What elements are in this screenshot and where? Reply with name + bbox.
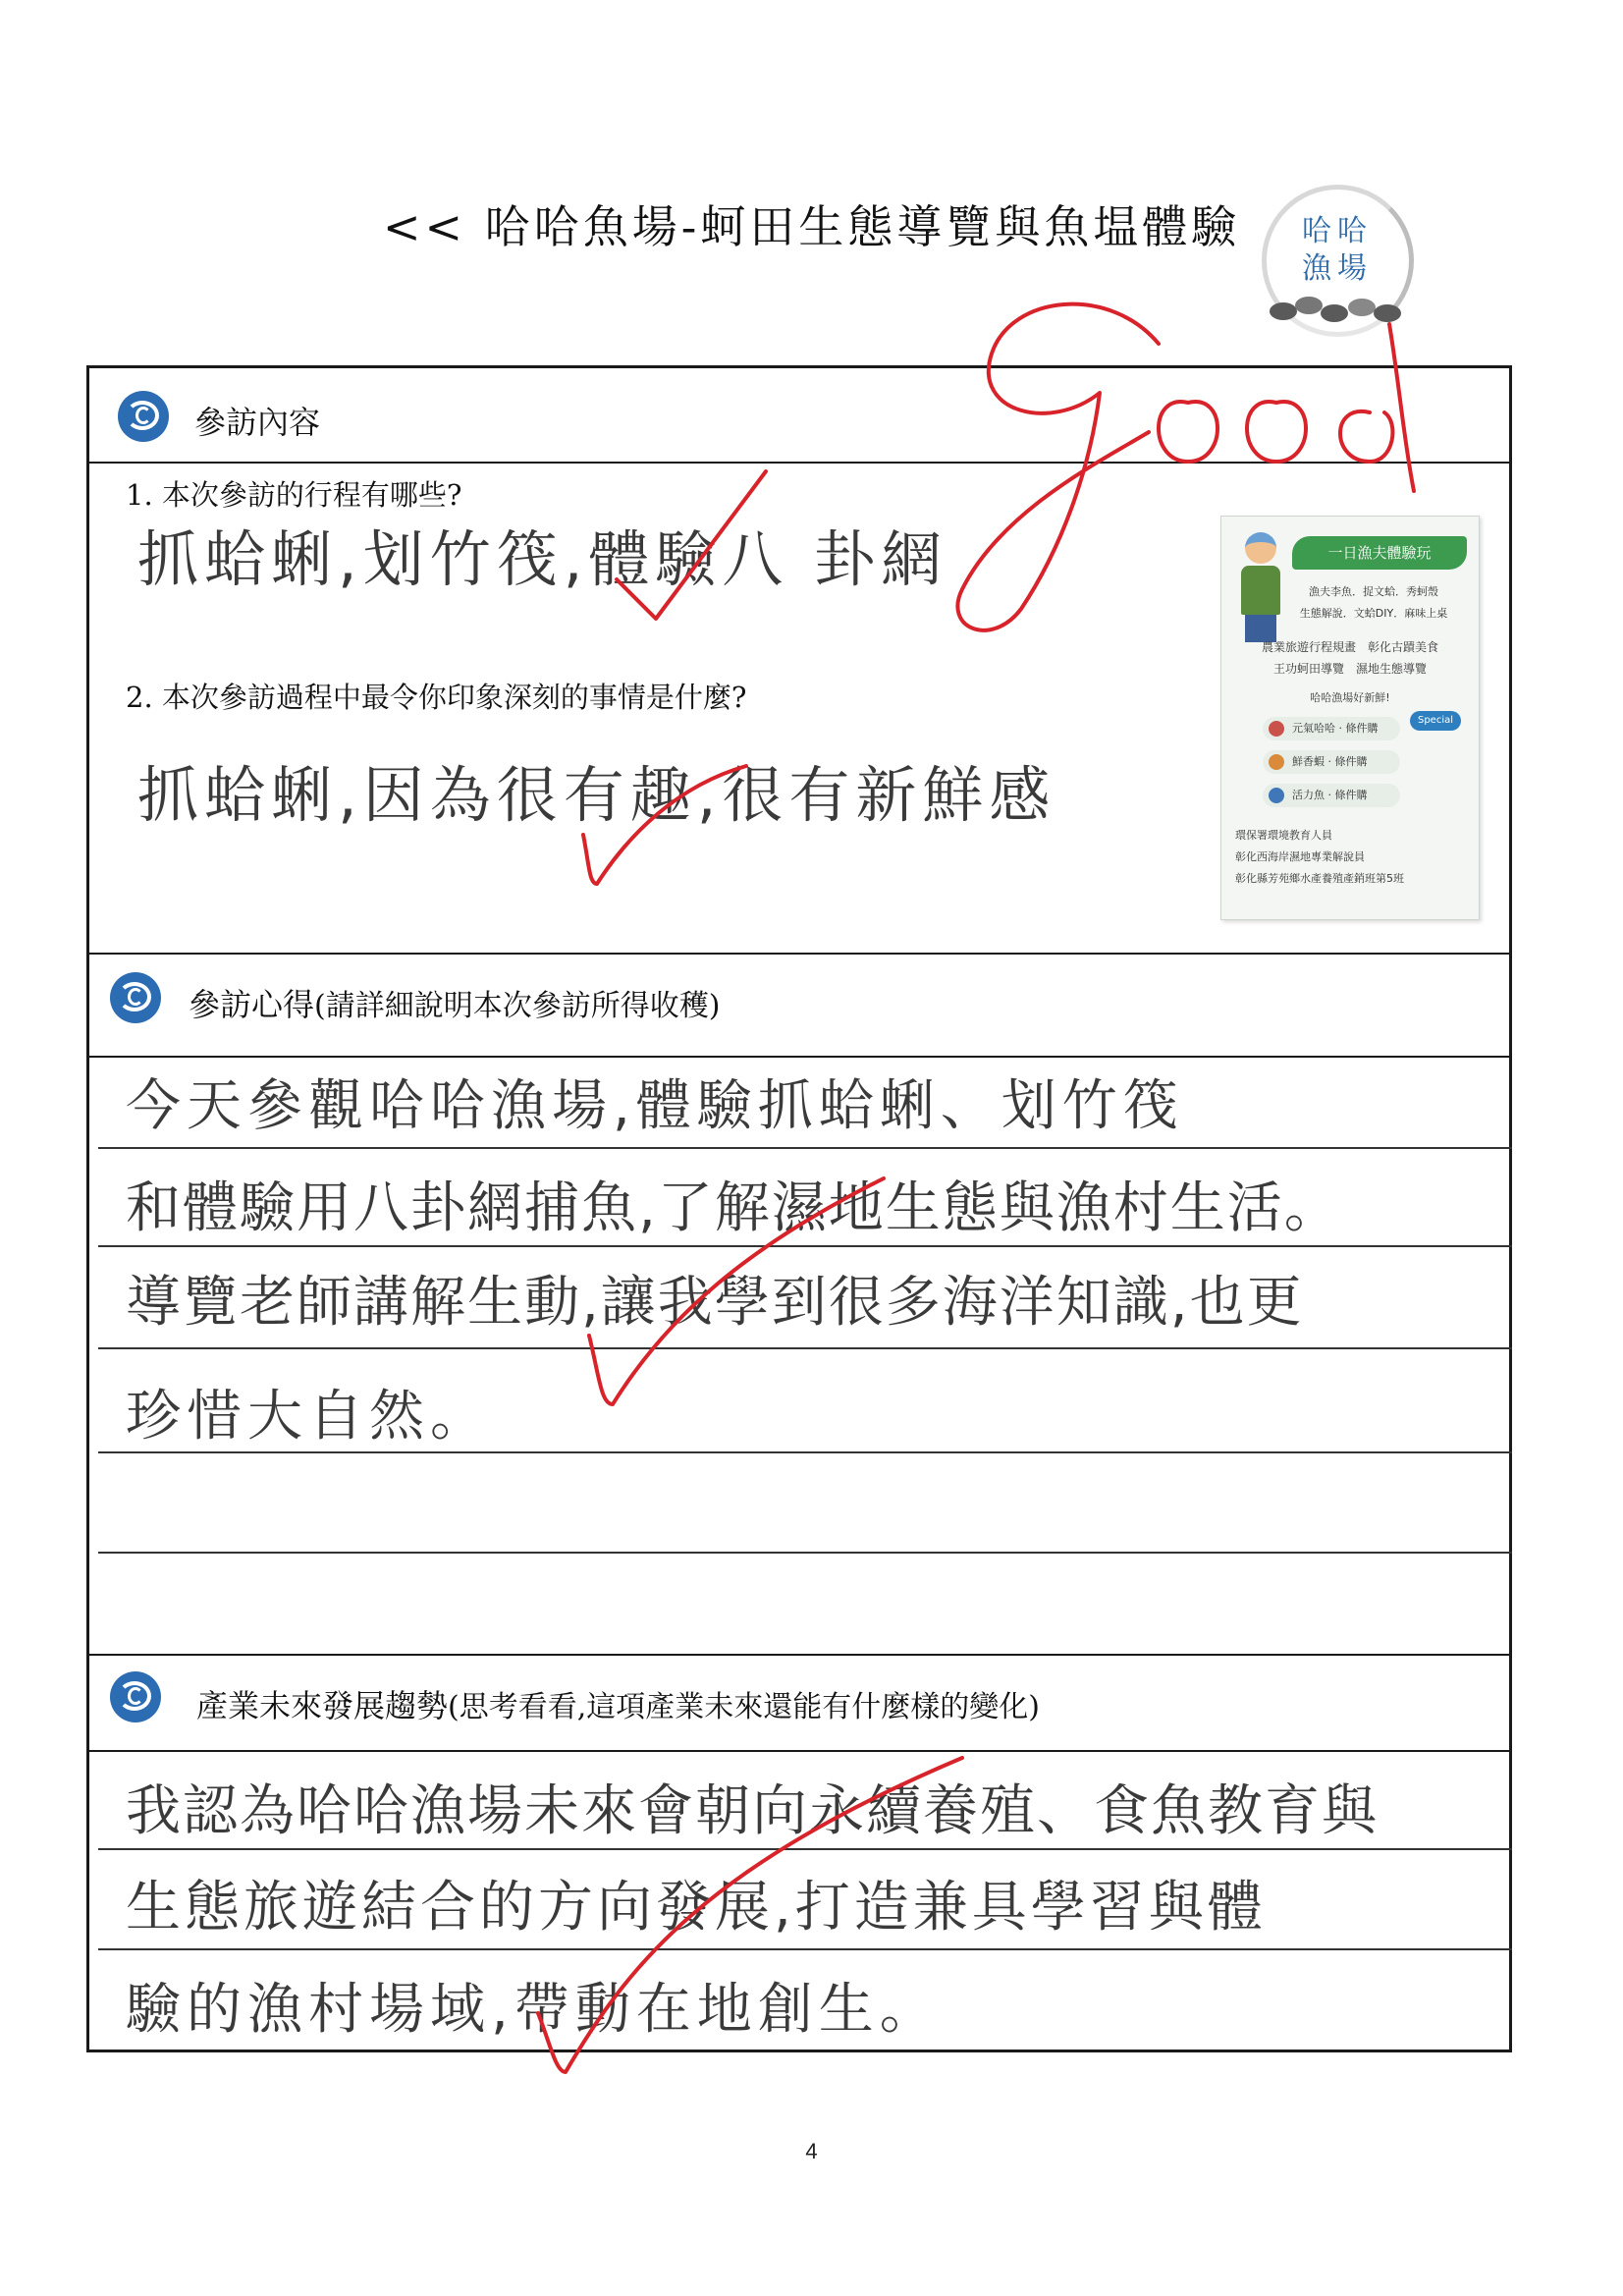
brochure-line: 農業旅遊行程規畫 彰化古蹟美食 xyxy=(1261,640,1438,654)
trend-line: 生態旅遊結合的方向發展,打造兼具學習與體 xyxy=(126,1876,1267,1940)
logo-text-line1: 哈哈 xyxy=(1302,214,1373,248)
trend-line: 驗的漁村場域,帶動在地創生。 xyxy=(126,1978,941,2042)
fish-wave-icon xyxy=(110,1671,161,1722)
ruled-line xyxy=(98,1451,1512,1453)
brochure-line: 生態解說．文蛤DIY．麻味上桌 xyxy=(1299,607,1448,620)
section-heading-reflection: 參訪心得(請詳細說明本次參訪所得收穫) xyxy=(189,986,721,1023)
section-heading-industry-trends: 產業未來發展趨勢(思考看看,這項產業未來還能有什麼樣的變化) xyxy=(196,1687,1040,1724)
brochure-footer: 彰化縣芳苑鄉水產養殖產銷班第5班 xyxy=(1235,872,1404,885)
divider xyxy=(86,953,1512,955)
brochure-subheading: 哈哈漁場好新鮮! xyxy=(1310,691,1390,704)
ruled-line xyxy=(98,1245,1512,1247)
reflection-line: 今天參觀哈哈漁場,體驗抓蛤蜊、划竹筏 xyxy=(126,1074,1184,1138)
divider xyxy=(86,462,1512,464)
reflection-line: 導覽老師講解生動,讓我學到很多海洋知識,也更 xyxy=(126,1271,1304,1335)
answer-1-handwriting: 抓蛤蜊,划竹筏,體驗八 卦網 xyxy=(137,523,948,595)
brochure-item: 元氣哈哈 · 條件購 xyxy=(1263,717,1400,740)
reflection-line: 和體驗用八卦網捕魚,了解濕地生態與漁村生活。 xyxy=(126,1176,1341,1240)
brochure-footer: 彰化西海岸濕地專業解說員 xyxy=(1235,850,1365,863)
section-heading-visit-content: 參訪內容 xyxy=(194,404,321,441)
brochure-badge: Special xyxy=(1410,711,1461,731)
brochure-item: 鮮香蝦 · 條件購 xyxy=(1263,750,1400,774)
ruled-line xyxy=(98,1147,1512,1149)
question-1: 1. 本次參訪的行程有哪些? xyxy=(126,478,462,512)
fish-wave-icon xyxy=(118,391,169,442)
page-title: << 哈哈魚場-蚵田生態導覽與魚塭體驗 xyxy=(383,200,1241,253)
page-number: 4 xyxy=(805,2139,818,2163)
brochure-banner: 一日漁夫體驗玩 xyxy=(1292,536,1467,570)
logo-text-line2: 漁場 xyxy=(1302,251,1373,286)
ruled-line xyxy=(98,1848,1512,1850)
haha-fishery-logo xyxy=(1252,177,1419,344)
fish-wave-icon xyxy=(110,972,161,1023)
brochure-item: 活力魚 · 條件購 xyxy=(1263,784,1400,807)
brochure-thumbnail xyxy=(1220,516,1480,920)
question-2: 2. 本次參訪過程中最令你印象深刻的事情是什麼? xyxy=(126,681,747,714)
divider xyxy=(86,1750,1512,1752)
ruled-line xyxy=(98,1347,1512,1349)
brochure-line: 漁夫李魚．捉文蛤．秀蚵殼 xyxy=(1309,585,1438,598)
brochure-footer: 環保署環境教育人員 xyxy=(1235,829,1332,842)
trend-line: 我認為哈哈漁場未來會朝向永續養殖、食魚教育與 xyxy=(126,1779,1379,1843)
divider xyxy=(86,1654,1512,1656)
logo-stones-icon xyxy=(1270,295,1407,324)
ruled-line xyxy=(98,1552,1512,1554)
answer-2-handwriting: 抓蛤蜊,因為很有趣,很有新鮮感 xyxy=(137,759,1056,831)
brochure-line: 王功蚵田導覽 濕地生態導覽 xyxy=(1272,662,1427,676)
reflection-line: 珍惜大自然。 xyxy=(126,1385,491,1449)
divider xyxy=(86,1056,1512,1058)
ruled-line xyxy=(98,1948,1512,1950)
